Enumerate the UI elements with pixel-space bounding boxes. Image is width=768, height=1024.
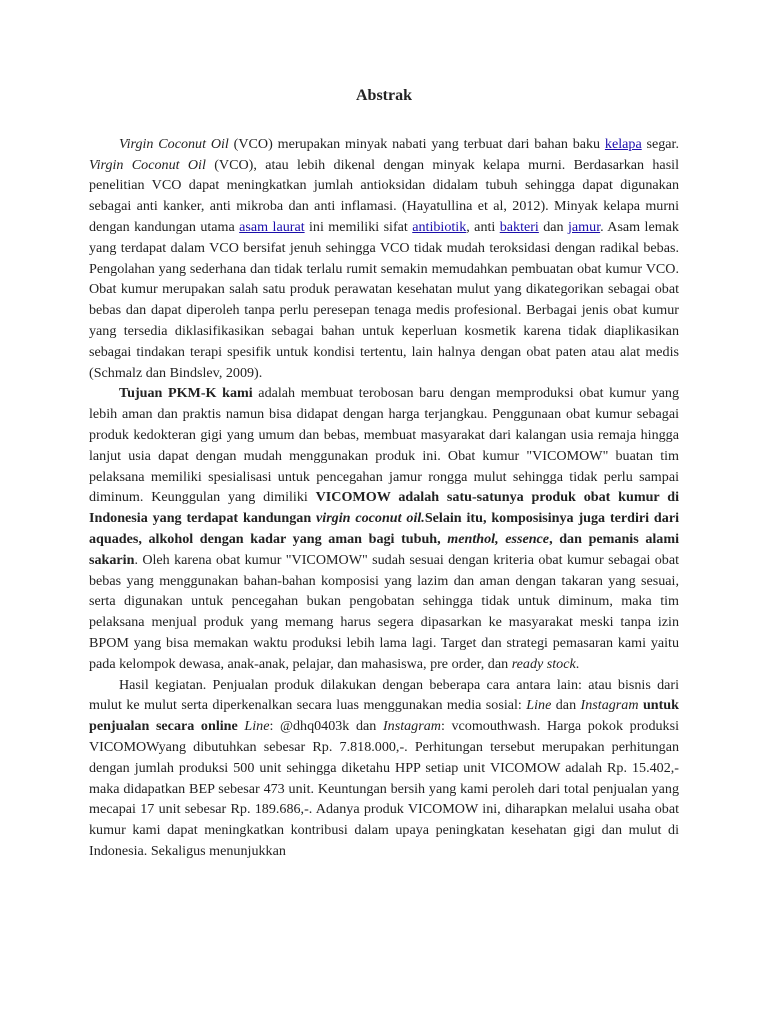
emphasized-text: untuk penjualan secara online <box>89 697 679 735</box>
emphasized-text: Selain itu, komposisinya juga terdiri dari aquades, alkohol dengan kadar yang aman bagi tubuh, <box>89 510 679 547</box>
hyperlink[interactable]: jamur <box>568 218 601 235</box>
text-run: Hasil kegiatan. Penjualan produk dilakukan dengan beberapa cara antara lain: atau bisnis dari mulut ke mulut serta diperkenalkan secara luas menggunakan media sosial: <box>89 676 679 714</box>
emphasized-text: Instagram <box>382 718 441 735</box>
emphasized-text: virgin coconut oil. <box>316 510 425 527</box>
text-run: adalah membuat terobosan baru dengan memproduksi obat kumur yang lebih aman dan praktis namun bisa didapat dengan harga terjangkau. Penggunaan obat kumur sebagai produk kedokteran gigi yang umum dan bebas, membuat masyarakat dari kalangan usia remaja hingga lanjut usia dapat dengan mudah menggunakan produk ini. Obat kumur "VICOMOW" buatan tim pelaksana memiliki spesialisasi untuk pencegahan jamur rongga mulut sehingga tidak perlu sampai diminum. Keunggulan yang dimiliki <box>89 385 680 506</box>
hyperlink[interactable]: bakteri <box>499 218 539 235</box>
emphasized-text: VICOMOW adalah satu-satunya produk obat kumur di Indonesia yang terdapat kandungan <box>89 489 679 527</box>
emphasized-text: menthol, essence <box>447 530 550 547</box>
text-run: . <box>575 655 580 672</box>
emphasized-text: Virgin Coconut Oil <box>89 156 206 173</box>
emphasized-text: ready stock <box>511 655 576 672</box>
hyperlink[interactable]: antibiotik <box>412 218 467 235</box>
text-run: : @dhq0403k dan <box>269 718 383 735</box>
paragraph <box>89 383 679 674</box>
text-run: dan <box>551 697 581 714</box>
text-run: ini memiliki sifat <box>304 218 413 235</box>
document-title: Abstrak <box>355 87 412 104</box>
emphasized-text: Virgin Coconut Oil <box>119 135 229 152</box>
paragraph <box>89 675 679 862</box>
text-run: segar. <box>641 135 679 152</box>
text-run: dan <box>538 218 569 235</box>
emphasized-text: Instagram <box>580 697 639 714</box>
text-run: (VCO) merupakan minyak nabati yang terbuat dari bahan baku <box>228 135 605 152</box>
hyperlink[interactable]: kelapa <box>604 135 642 152</box>
emphasized-text: Tujuan PKM-K kami <box>119 385 253 402</box>
text-run: , anti <box>466 218 500 235</box>
emphasized-text: Line <box>244 718 270 735</box>
text-run: . Asam lemak yang terdapat dalam VCO bersifat jenuh sehingga VCO tidak mudah teroksidasi dengan radikal bebas. Pengolahan yang sederhana dan tidak terlalu rumit semakin memudahkan pembuatan obat kumur VCO. Obat kumur merupakan salah satu produk perawatan kesehatan mulut yang dikategorikan sebagai obat bebas dan dapat diperoleh tanpa perlu peresepan tenaga medis profesional. Berbagai jenis obat kumur yang tersedia diklasifikasikan sebagai bahan untuk keperluan kosmetik karena tidak diaplikasikan sebagai tindakan terapi spesifik untuk kondisi tertentu, lain halnya dengan obat paten atau alat medis (Schmalz dan Bindslev, 2009). <box>89 218 679 381</box>
hyperlink[interactable]: asam laurat <box>239 218 305 235</box>
text-run: . Oleh karena obat kumur "VICOMOW" sudah sesuai dengan kriteria obat kumur sebagai obat bebas yang menggunakan bahan-bahan komposisi yang lazim dan aman dengan takaran yang sesuai, serta digunakan untuk pencegahan bukan pengobatan sehingga tidak untuk diminum, maka tim pelaksana menjual produk yang memang harus segera dipasarkan ke masyarakat meski tanpa izin BPOM yang bisa memakan waktu produksi lebih lama lagi. Target dan strategi pemasaran kami yaitu pada kelompok dewasa, anak-anak, pelajar, dan mahasiswa, pre order, dan <box>89 551 679 672</box>
paragraph <box>89 134 679 384</box>
document-page <box>89 86 679 862</box>
emphasized-text: , dan pemanis alami sakarin <box>89 530 679 568</box>
emphasized-text: Line <box>526 697 552 714</box>
text-run: : vcomouthwash. Harga pokok produksi VICOMOWyang dibutuhkan sebesar Rp. 7.818.000,-. Perhitungan tersebut merupakan perhitungan dengan jumlah produksi 500 unit sehingga diketahu HPP setiap unit VICOMOW adalah Rp. 15.402,- maka didapatkan BEP sebesar 473 unit. Keuntungan bersih yang kami peroleh dari total penjualan yang mecapai 17 unit sebesar Rp. 189.686,-. Adanya produk VICOMOW ini, diharapkan melalui usaha obat kumur kami dapat meningkatkan kontribusi dalam upaya peningkatan kesehatan gigi dan mulut di Indonesia. Sekaligus menunjukkan <box>89 718 679 859</box>
text-run: (VCO), atau lebih dikenal dengan minyak kelapa murni. Berdasarkan hasil penelitian VCO dapat meningkatkan jumlah antioksidan didalam tubuh sehingga dapat digunakan sebagai anti kanker, anti mikroba dan anti inflamasi. (Hayatullina et al, 2012). Minyak kelapa murni dengan kandungan utama <box>89 156 680 235</box>
